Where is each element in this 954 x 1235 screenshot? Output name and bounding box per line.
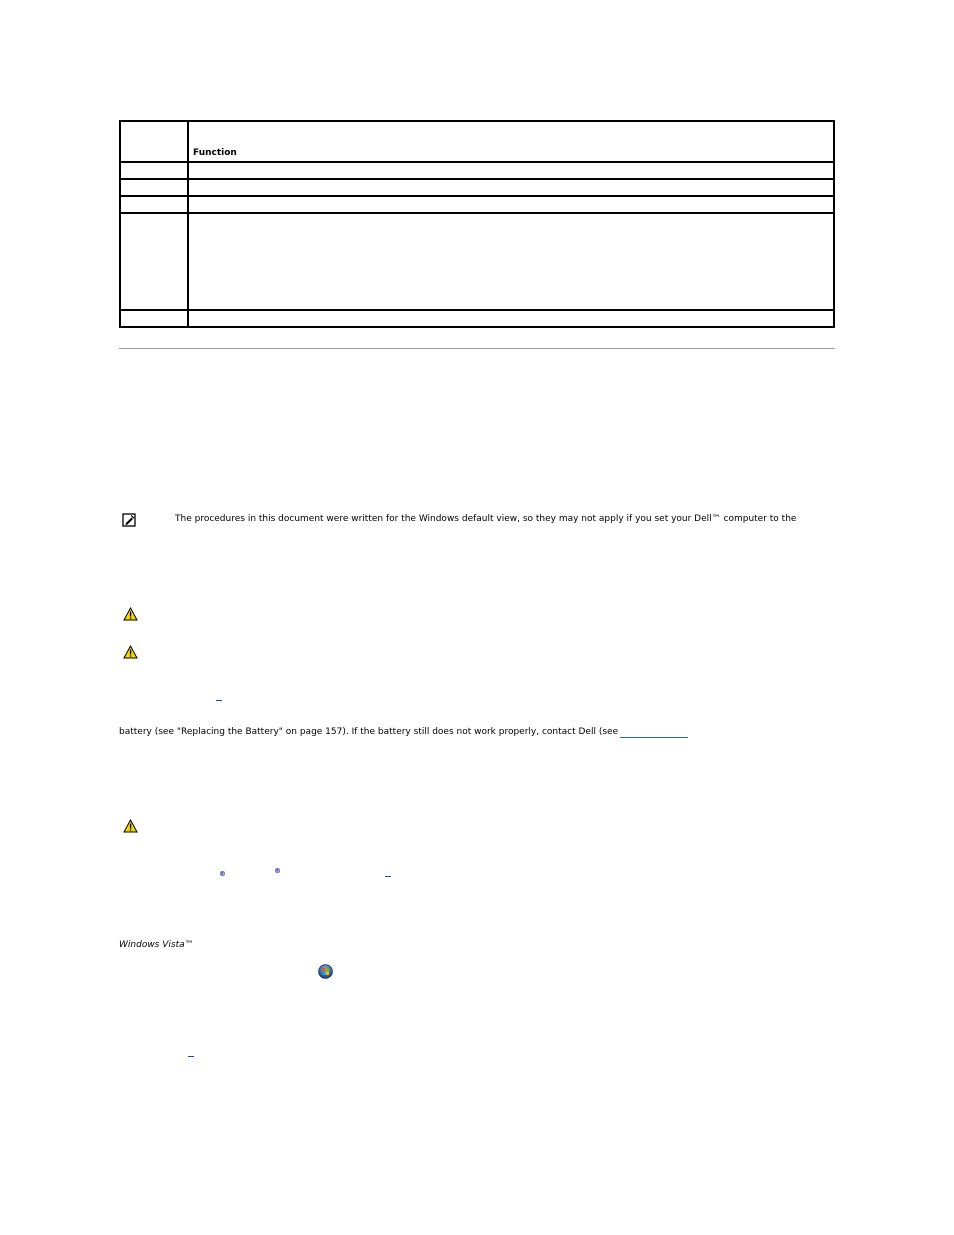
hyperlink-fragment[interactable] bbox=[216, 700, 222, 701]
table-row bbox=[120, 213, 188, 310]
table-row bbox=[120, 179, 188, 196]
table-header-function: Function bbox=[188, 121, 834, 162]
caution-triangle-icon bbox=[123, 645, 138, 662]
table-row bbox=[120, 310, 188, 327]
hyperlink-fragment[interactable] bbox=[188, 1056, 194, 1057]
os-label: Windows Vista™ bbox=[119, 940, 194, 950]
caution-triangle-icon bbox=[123, 819, 138, 836]
hyperlink-fragment[interactable] bbox=[385, 876, 391, 877]
caution-triangle-icon bbox=[123, 607, 138, 624]
table-row bbox=[120, 162, 188, 179]
table-header-blank bbox=[120, 121, 188, 162]
battery-paragraph: battery (see "Replacing the Battery" on page 157). If the battery still does not work properly, contact Dell (see bbox=[119, 727, 619, 737]
note-text: The procedures in this document were written for the Windows default view, so they may not apply if you set your Dell™ computer to the bbox=[175, 514, 797, 524]
registered-mark: ® bbox=[274, 867, 281, 875]
registered-mark: ® bbox=[219, 870, 226, 878]
function-table bbox=[119, 120, 835, 328]
contacting-dell-link[interactable] bbox=[620, 737, 688, 738]
section-divider bbox=[119, 348, 835, 349]
windows-start-orb-icon[interactable] bbox=[318, 964, 333, 982]
table-row bbox=[120, 196, 188, 213]
note-pencil-icon bbox=[122, 513, 136, 530]
